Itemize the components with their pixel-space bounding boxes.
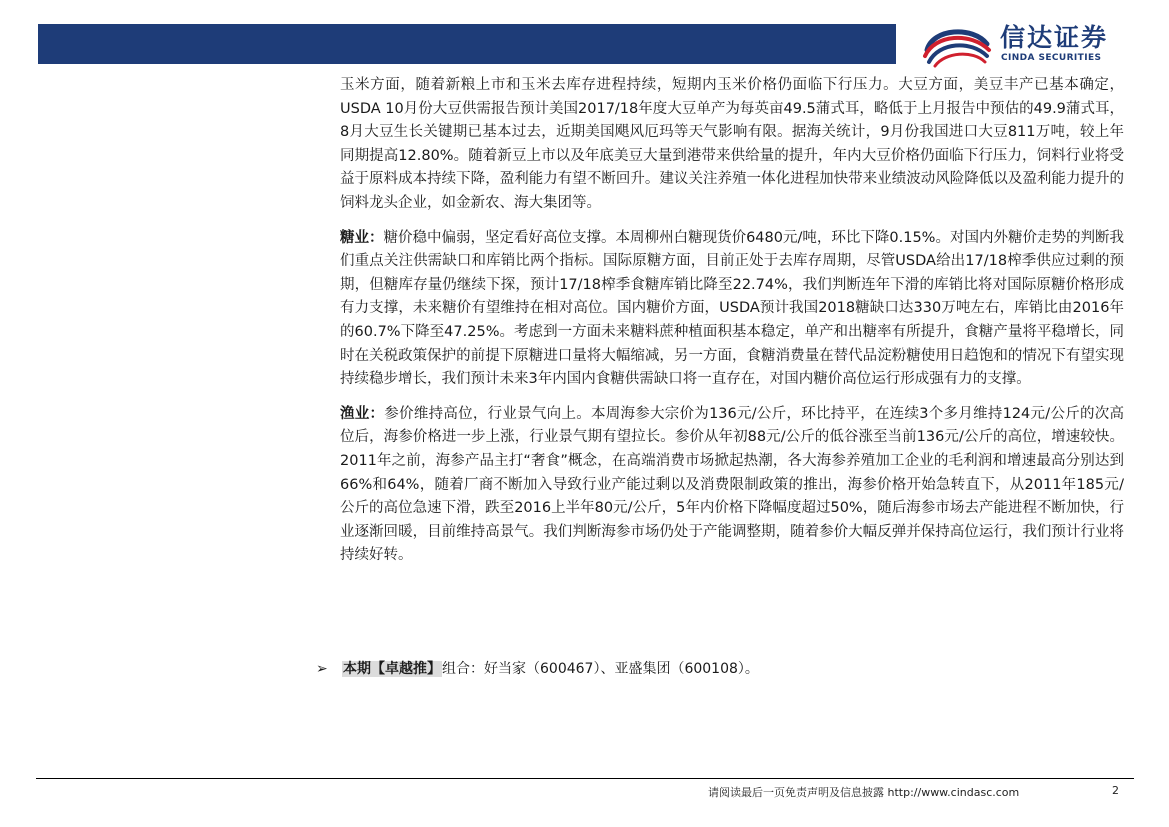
report-body <box>340 74 1124 568</box>
logo-text: 信达证券 <box>1000 23 1109 52</box>
pick-text: 组合：好当家（600467）、亚盛集团（600108）。 <box>442 661 759 677</box>
fishery-text: 参价维持高位，行业景气向上。本周海参大宗价为136元/公斤，环比持平，在连续3个多月维持124元/公斤的次高位后，海参价格进一步上涨，行业景气期有望拉长。参价从年初88元/公斤的低谷涨至当前136元/公斤的高位，增速较快。2011年之前，海参产品主打“奢食”概念，在高端消费市场掀起热潮，各大海参养殖加工企业的毛利润和增速最高分别达到66%和64%，随着厂商不断加入导致行业产能过剩以及消费限制政策的推出，海参价格开始急转直下，从2011年185元/公斤的高位急速下滑，跌至2016上半年80元/公斤，5年内价格下降幅度超过50%，随后海参市场去产能进程不断加快，行业逐渐回暖，目前维持高景气。我们判断海参市场仍处于产能调整期，随着参价大幅反弹并保持高位运行，我们预计行业将持续好转。 <box>340 405 1125 564</box>
logo-subtext: CINDA SECURITIES <box>1001 53 1102 63</box>
page-number: 2 <box>1112 784 1119 797</box>
sugar-text: 糖价稳中偏弱，坚定看好高位支撑。本周柳州白糖现货价6480元/吨，环比下降0.15%。对国内外糖价走势的判断我们重点关注供需缺口和库销比两个指标。国际原糖方面，目前正处于去库存周期，尽管USDA给出17/18榨季供应过剩的预期，但糖库存量仍继续下探，预计17/18榨季食糖库销比降至22.74%，我们判断连年下滑的库销比将对国际原糖价格形成有力支撑，未来糖价有望维持在相对高位。国内糖价方面，USDA预计我国2018糖缺口达330万吨左右，库销比由2016年的60.7%下降至47.25%。考虑到一方面未来糖料蔗种植面积基本稳定，单产和出糖率有所提升，食糖产量将平稳增长，同时在关税政策保护的前提下原糖进口量将大幅缩减，另一方面，食糖消费量在替代品淀粉糖使用日趋饱和的情况下有望实现持续稳步增长，我们预计未来3年内国内食糖供需缺口将一直存在，对国内糖价高位运行形成强有力的支撑。 <box>340 229 1124 388</box>
pick-tag: 本期【卓越推】 <box>343 661 441 677</box>
footer-divider <box>36 778 1134 779</box>
fishery-paragraph <box>340 403 1124 568</box>
sugar-paragraph <box>340 227 1124 392</box>
footer-disclaimer: 请阅读最后一页免责声明及信息披露 http://www.cindasc.com <box>708 786 1020 799</box>
fishery-label: 渔业： <box>340 405 385 422</box>
weekly-pick <box>316 658 759 680</box>
bullet-arrow-icon: ➢ <box>316 661 328 677</box>
sugar-label: 糖业： <box>340 229 384 246</box>
grain-paragraph: 玉米方面，随着新粮上市和玉米去库存进程持续，短期内玉米价格仍面临下行压力。大豆方面，美豆丰产已基本确定，USDA 10月份大豆供需报告预计美国2017/18年度大豆单产为每英亩49.5蒲式耳，略低于上月报告中预估的49.9蒲式耳，8月大豆生长关键期已基本过去，近期美国飓风厄玛等天气影响有限。据海关统计，9月份我国进口大豆811万吨，较上年同期提高12.80%。随着新豆上市以及年底美豆大量到港带来供给量的提升，年内大豆价格仍面临下行压力，饲料行业将受益于原料成本持续下降，盈利能力有望不断回升。建议关注养殖一体化进程加快带来业绩波动风险降低以及盈利能力提升的饲料龙头企业，如金新农、海大集团等。 <box>340 77 1124 211</box>
header-bar <box>38 24 896 64</box>
